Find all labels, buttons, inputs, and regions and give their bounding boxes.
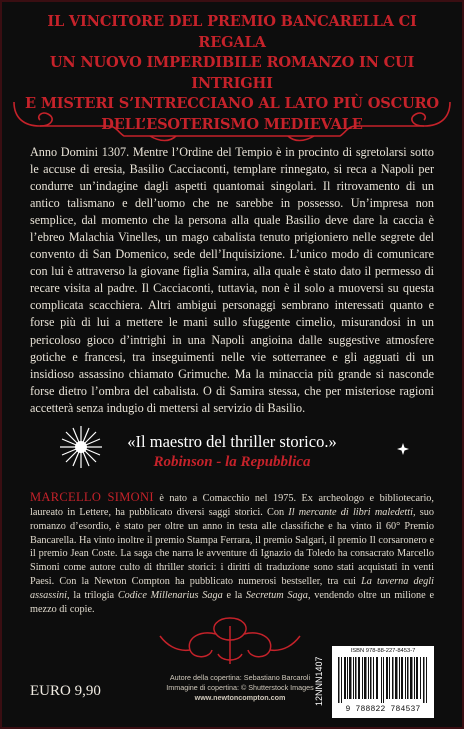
barcode-bars	[338, 657, 428, 703]
synopsis-text: Anno Domini 1307. Mentre l’Ordine del Tempio è in procinto di sgretolarsi sotto le accuse di eresia, Basilio Cacciaconti, templare rinnegato, si reca a Napoli per condurre un’indagine dagli aspetti quantomai singolari. Il ritrovamento di un antico talismano e dell’uomo che ne sarebbe in possesso. Un’impresa non semplice, dal momento che la persona alla quale Basilio deve dare la caccia è l’ebreo Malachia Vinelles, un mago cabalista tenuto prigioniero nelle segrete del convento di San Domenico, sede dell’Inquisizione. L’unico modo di comunicare con lui è attraverso la giovane figlia Samira, alla quale è stato dato il permesso di recare visita al padre. Il Cacciaconti, tuttavia, non è il solo a muoversi su questa complicata scacchiera. Altri ambigui personaggi sembrano interessati quanto e forse più di lui a mettere le mani sullo sfuggente cimelio, misurandosi in un pericoloso gioco d’intrighi in una Napoli angioina dalle suggestive atmosfere gotiche e francesi, tra inseguimenti nelle vie sotterranee e gli agguati di un insidioso assassino chiamato Grimuche. Ma la minaccia più grande si nasconde forse dietro l’ombra del cabalista. O di Samira stessa, che per misteriose ragioni accetterà senza indugio di mettersi al servizio di Basilio.	[30, 145, 434, 415]
barcode-digits: 9 788822 784537	[345, 705, 421, 714]
isbn-label: ISBN 978-88-227-8453-7	[350, 648, 416, 654]
bio-book-1: Il mercante di libri maledetti,	[288, 506, 416, 518]
price-label: EURO 9,90	[30, 683, 101, 699]
headline-line-2: UN NUOVO IMPERDIBILE ROMANZO IN CUI INTRIGHI	[49, 54, 415, 92]
bio-text-3: , la trilogia	[67, 589, 118, 601]
publisher-website: www.newtoncompton.com	[194, 693, 286, 702]
credits-line-1: Autore della copertina: Sebastiano Barcaroli	[169, 673, 311, 682]
crescent-moon-icon	[368, 426, 414, 472]
bio-text-1: è nato a Comacchio nel 1975. Ex archeologo e bibliotecario, laureato in Lettere, ha pubblicato diversi saggi storici. Con	[30, 493, 434, 518]
bio-text-4: e la	[222, 589, 246, 601]
bottom-ornament-flourish	[130, 610, 330, 670]
bio-book-2: La taverna degli assassini	[30, 576, 434, 601]
headline-line-4: DELL’ESOTERISMO MEDIEVALE	[101, 115, 363, 133]
author-name: MARCELLO SIMONI	[30, 490, 154, 504]
bio-book-3: Codice Millenarius Saga	[117, 589, 223, 601]
credits-line-2: Immagine di copertina: © Shutterstock Images	[166, 683, 314, 692]
catalog-code: 12NNN1407	[314, 656, 324, 706]
bio-text-5: , vendendo oltre un milione e mezzo di copie.	[30, 589, 434, 615]
barcode	[332, 646, 434, 718]
bio-book-4: Secretum Saga	[245, 589, 308, 601]
review-quote: «Il maestro del thriller storico.»	[127, 432, 337, 451]
headline-line-3: E MISTERI S’INTRECCIANO AL LATO PIÙ OSCURO	[25, 95, 439, 112]
review-source: Robinson - la Repubblica	[153, 454, 311, 470]
bio-text-2: suo romanzo d’esordio, è stato per oltre un anno in testa alle classifiche e ha vinto il 60° Premio Bancarella. Ha vinto inoltre il premio Stampa Ferrara, il premio Salgari, il premio Il corsaronero e il premio Jean Coste. La saga che narra le avventure di Ignazio da Toledo ha consacrato Marcello Simoni come autore culto di thriller storici: i diritti di traduzione sono stati acquistati in venti Paesi. Con la Newton Compton ha pubblicato numerosi bestseller, tra cui	[30, 506, 434, 588]
top-ornament-flourish	[0, 96, 464, 146]
headline-line-1: IL VINCITORE DEL PREMIO BANCARELLA CI REGALA	[47, 13, 417, 51]
author-bio	[30, 491, 434, 617]
